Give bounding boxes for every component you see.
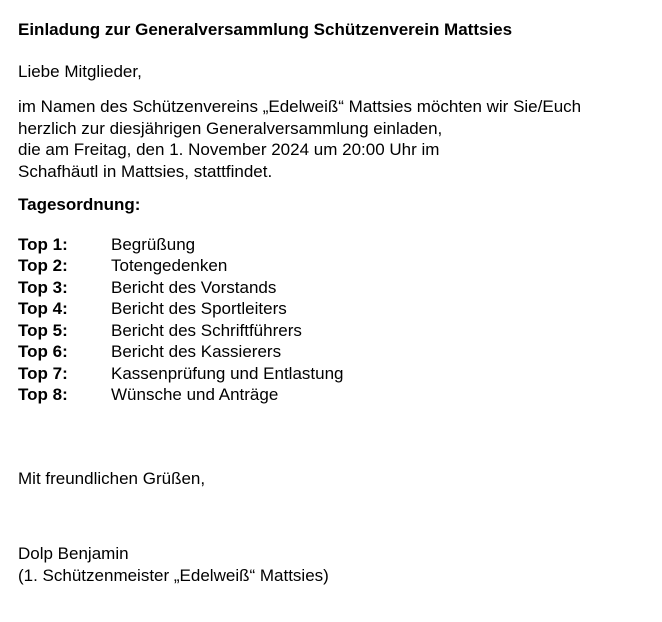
closing-line: Mit freundlichen Grüßen, bbox=[18, 468, 206, 488]
agenda-item-text: Wünsche und Anträge bbox=[111, 385, 279, 404]
signature-name: Dolp Benjamin bbox=[18, 544, 129, 563]
agenda-item-number: Top 6: bbox=[18, 342, 68, 361]
agenda-item bbox=[18, 341, 648, 363]
agenda-item-number: Top 2: bbox=[18, 256, 68, 275]
greeting: Liebe Mitglieder, bbox=[18, 61, 142, 81]
agenda-item bbox=[18, 255, 648, 277]
intro-line: im Namen des Schützenvereins „Edelweiß“ Mattsies möchten wir Sie/Euch bbox=[18, 97, 582, 116]
agenda-item-number: Top 8: bbox=[18, 385, 68, 404]
agenda-item-text: Totengedenken bbox=[111, 256, 228, 275]
agenda-item-number: Top 7: bbox=[18, 363, 68, 383]
agenda-item bbox=[18, 234, 648, 256]
intro-line: die am Freitag, den 1. November 2024 um 20:00 Uhr im bbox=[18, 140, 440, 159]
agenda-heading: Tagesordnung: bbox=[18, 195, 141, 214]
document-title: Einladung zur Generalversammlung Schützenverein Mattsies bbox=[18, 20, 513, 39]
agenda-item bbox=[18, 363, 648, 385]
agenda-item-text: Bericht des Schriftführers bbox=[111, 320, 302, 340]
document-body bbox=[18, 19, 648, 586]
intro-line: herzlich zur diesjährigen Generalversammlung einladen, bbox=[18, 118, 443, 138]
agenda-item bbox=[18, 298, 648, 320]
agenda-item-text: Bericht des Sportleiters bbox=[111, 299, 287, 318]
agenda-item-text: Bericht des Vorstands bbox=[111, 277, 277, 297]
signature-role: (1. Schützenmeister „Edelweiß“ Mattsies) bbox=[18, 565, 329, 585]
signature-block bbox=[18, 543, 648, 586]
agenda-list bbox=[18, 234, 648, 406]
intro-line: Schafhäutl in Mattsies, stattfindet. bbox=[18, 161, 273, 181]
agenda-item-number: Top 4: bbox=[18, 299, 68, 318]
agenda-item-number: Top 1: bbox=[18, 234, 68, 254]
agenda-item-number: Top 5: bbox=[18, 320, 68, 340]
agenda-item bbox=[18, 384, 648, 406]
agenda-item bbox=[18, 277, 648, 299]
agenda-item bbox=[18, 320, 648, 342]
agenda-item-text: Begrüßung bbox=[111, 234, 196, 254]
agenda-item-text: Kassenprüfung und Entlastung bbox=[111, 363, 344, 383]
agenda-item-number: Top 3: bbox=[18, 277, 68, 297]
intro-paragraph bbox=[18, 96, 648, 182]
agenda-item-text: Bericht des Kassierers bbox=[111, 342, 282, 361]
